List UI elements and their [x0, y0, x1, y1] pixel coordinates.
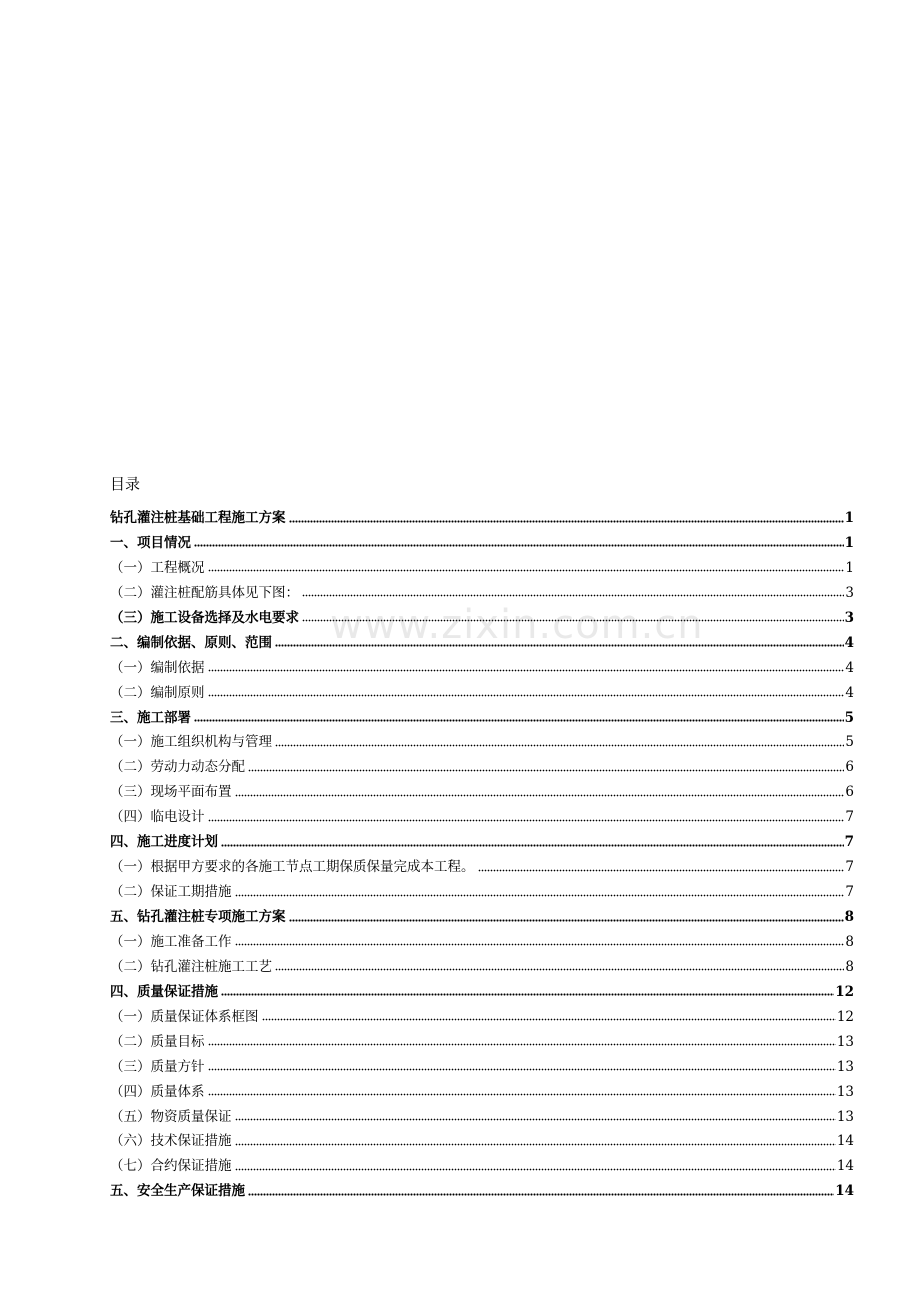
toc-title: 目录 [110, 475, 141, 493]
toc-page-number: 8 [844, 909, 854, 925]
toc-entry-text: （一）施工组织机构与管理 [110, 734, 272, 751]
toc-page-number: 3 [845, 584, 854, 601]
toc-page-number: 13 [836, 1083, 854, 1100]
toc-entry-text: （二）编制原则 [110, 684, 205, 701]
toc-entry-text: （六）技术保证措施 [110, 1133, 232, 1150]
toc-entry-text: （三）现场平面布置 [110, 784, 232, 801]
toc-dot-leader [262, 1010, 836, 1024]
toc-entry-section[interactable] [110, 1179, 854, 1204]
toc-page-number: 8 [845, 958, 854, 975]
toc-entry-text: （三）施工设备选择及水电要求 [110, 609, 299, 626]
toc-dot-leader [302, 611, 844, 625]
toc-entry-text: （二）保证工期措施 [110, 884, 232, 901]
toc-dot-leader [208, 1035, 836, 1049]
toc-entry-text: （一）施工准备工作 [110, 933, 232, 950]
toc-entry-text: 一、项目情况 [110, 534, 191, 551]
toc-page-number: 7 [844, 834, 854, 851]
toc-entry-section[interactable] [110, 631, 854, 656]
toc-entry-text: 五、安全生产保证措施 [110, 1183, 245, 1200]
toc-entry-subsection[interactable] [110, 1005, 854, 1030]
toc-dot-leader [235, 1160, 836, 1174]
toc-page-number: 14 [835, 1183, 854, 1200]
toc-entry-subsection[interactable] [110, 755, 854, 780]
toc-page-number: 13 [836, 1058, 854, 1075]
toc-page-number: 7 [845, 884, 854, 901]
toc-entry-text: （二）劳动力动态分配 [110, 759, 245, 776]
toc-entry-subsection[interactable] [110, 955, 854, 980]
toc-page-number: 12 [835, 983, 854, 1000]
toc-dot-leader [235, 886, 845, 900]
toc-entry-text: （四）质量体系 [110, 1083, 205, 1100]
toc-entry-subsection[interactable] [110, 805, 854, 830]
toc-entry-text: （二）质量目标 [110, 1033, 205, 1050]
toc-entry-subsection[interactable] [110, 556, 854, 581]
toc-page-number: 3 [844, 609, 854, 626]
toc-dot-leader [208, 1060, 836, 1074]
toc-entry-subsection[interactable] [110, 1080, 854, 1105]
toc-entry-section[interactable] [110, 830, 854, 855]
toc-entry-subsection[interactable] [110, 681, 854, 706]
toc-dot-leader [302, 586, 844, 600]
toc-dot-leader [235, 1135, 836, 1149]
toc-dot-leader [221, 985, 834, 999]
toc-entry-subsection[interactable] [110, 1129, 854, 1154]
toc-page-number: 14 [836, 1158, 854, 1175]
toc-entry-text: 三、施工部署 [110, 709, 191, 726]
toc-dot-leader [194, 536, 844, 550]
toc-entry-section[interactable] [110, 905, 854, 930]
toc-entry-subsection[interactable] [110, 930, 854, 955]
toc-entry-section[interactable] [110, 980, 854, 1005]
toc-page-number: 6 [845, 759, 854, 776]
toc-entry-text: （一）根据甲方要求的各施工节点工期保质保量完成本工程。 [110, 859, 475, 876]
toc-entry-section[interactable] [110, 706, 854, 731]
toc-dot-leader [275, 960, 844, 974]
toc-dot-leader [248, 761, 844, 775]
toc-entry-subsection[interactable] [110, 606, 854, 631]
watermark: www.zixin.com.cn [330, 602, 704, 648]
toc-dot-leader [275, 736, 844, 750]
toc-entry-subsection[interactable] [110, 1030, 854, 1055]
toc-dot-leader [208, 561, 845, 575]
toc-entry-subsection[interactable] [110, 581, 854, 606]
toc-entry-subsection[interactable] [110, 780, 854, 805]
toc-dot-leader [248, 1185, 834, 1199]
toc-page-number: 8 [845, 933, 854, 950]
toc-entry-subsection[interactable] [110, 730, 854, 755]
toc-page-number: 7 [845, 859, 854, 876]
toc-dot-leader [208, 686, 845, 700]
toc-entry-text: 二、编制依据、原则、范围 [110, 634, 272, 651]
toc-dot-leader [235, 935, 845, 949]
toc-page-number: 1 [844, 534, 854, 551]
toc-entry-text: （三）质量方针 [110, 1058, 205, 1075]
toc-page-number: 4 [844, 634, 854, 651]
toc-entry-text: （七）合约保证措施 [110, 1158, 232, 1175]
toc-page-number: 6 [845, 784, 854, 801]
toc-page-number: 12 [836, 1008, 854, 1025]
toc-entry-subsection[interactable] [110, 1105, 854, 1130]
toc-dot-leader [235, 786, 845, 800]
toc-entry-text: （二）钻孔灌注桩施工工艺 [110, 958, 272, 975]
toc-entry-section[interactable] [110, 531, 854, 556]
toc-page-number: 1 [845, 559, 854, 576]
toc-entry-text: （二）灌注桩配筋具体见下图： [110, 584, 299, 601]
toc-entry-text: 四、施工进度计划 [110, 834, 218, 851]
toc-page-number: 7 [845, 809, 854, 826]
toc-entry-subsection[interactable] [110, 880, 854, 905]
toc-entry-text: （四）临电设计 [110, 809, 205, 826]
toc-dot-leader [194, 711, 844, 725]
toc-entry-text: 五、钻孔灌注桩专项施工方案 [110, 909, 286, 925]
toc-dot-leader [478, 861, 845, 875]
toc-entry-text: （五）物资质量保证 [110, 1108, 232, 1125]
toc-dot-leader [208, 811, 845, 825]
toc-dot-leader [275, 636, 844, 650]
toc-dot-leader [208, 661, 845, 675]
toc-entry-subsection[interactable] [110, 855, 854, 880]
toc-dot-leader [208, 1085, 836, 1099]
toc-entry-subsection[interactable] [110, 656, 854, 681]
toc-entry-text: 四、质量保证措施 [110, 983, 218, 1000]
toc-dot-leader [289, 512, 844, 526]
toc-entry-section[interactable] [110, 506, 854, 531]
toc-page-number: 13 [836, 1033, 854, 1050]
toc-entry-text: 钻孔灌注桩基础工程施工方案 [110, 510, 286, 526]
toc-dot-leader [235, 1110, 836, 1124]
toc-entry-subsection[interactable] [110, 1154, 854, 1179]
toc-entry-subsection[interactable] [110, 1055, 854, 1080]
toc-entry-text: （一）工程概况 [110, 559, 205, 576]
toc-page-number: 13 [836, 1108, 854, 1125]
toc-dot-leader [221, 836, 844, 850]
toc-page-number: 1 [844, 510, 854, 526]
toc-entry-text: （一）质量保证体系框图 [110, 1008, 259, 1025]
toc-page-number: 5 [844, 709, 854, 726]
toc-page-number: 14 [836, 1133, 854, 1150]
toc-entry-text: （一）编制依据 [110, 659, 205, 676]
toc-dot-leader [289, 911, 844, 925]
toc-page-number: 5 [845, 734, 854, 751]
toc-page-number: 4 [845, 659, 854, 676]
toc-list [110, 506, 854, 1204]
toc-page-number: 4 [845, 684, 854, 701]
